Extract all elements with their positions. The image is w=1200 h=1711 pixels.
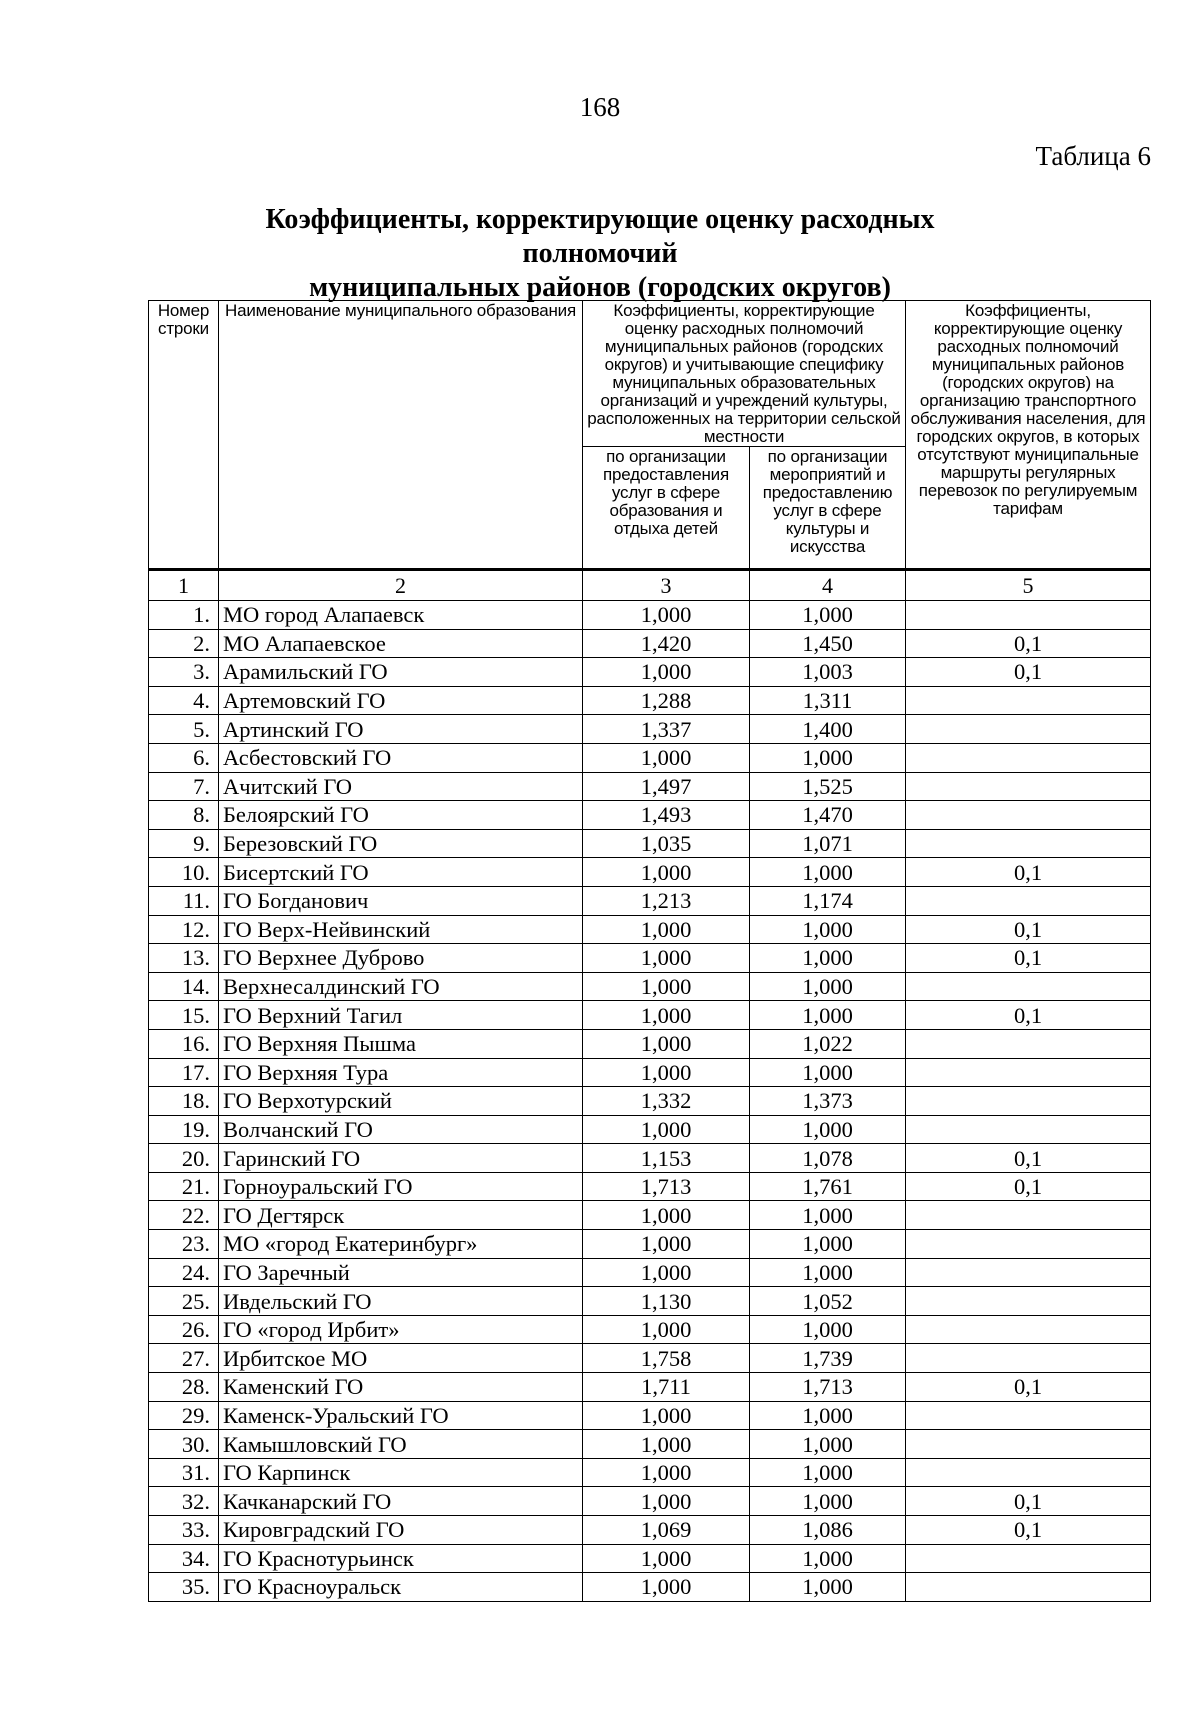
header-municipality-name: Наименование муниципального образования xyxy=(219,301,583,570)
row-number-cell: 28. xyxy=(149,1373,219,1402)
table-row xyxy=(149,1144,1151,1173)
culture-coefficient-cell: 1,470 xyxy=(750,801,906,830)
table-row xyxy=(149,1516,1151,1545)
transport-coefficient-cell: 0,1 xyxy=(906,658,1151,687)
municipality-name-cell: Качканарский ГО xyxy=(219,1487,583,1516)
coefficients-table xyxy=(148,300,1151,1602)
row-number-cell: 24. xyxy=(149,1258,219,1287)
education-coefficient-cell: 1,758 xyxy=(583,1344,750,1373)
transport-coefficient-cell xyxy=(906,1315,1151,1344)
table-row xyxy=(149,629,1151,658)
row-number-cell: 9. xyxy=(149,829,219,858)
municipality-name-cell: ГО Верхняя Пышма xyxy=(219,1029,583,1058)
education-coefficient-cell: 1,497 xyxy=(583,772,750,801)
municipality-name-cell: ГО «город Ирбит» xyxy=(219,1315,583,1344)
row-number-cell: 21. xyxy=(149,1172,219,1201)
culture-coefficient-cell: 1,000 xyxy=(750,1573,906,1602)
education-coefficient-cell: 1,000 xyxy=(583,915,750,944)
education-coefficient-cell: 1,000 xyxy=(583,1401,750,1430)
column-number-row xyxy=(149,570,1151,601)
row-number-cell: 3. xyxy=(149,658,219,687)
table-row xyxy=(149,1115,1151,1144)
education-coefficient-cell: 1,000 xyxy=(583,1487,750,1516)
culture-coefficient-cell: 1,078 xyxy=(750,1144,906,1173)
education-coefficient-cell: 1,153 xyxy=(583,1144,750,1173)
municipality-name-cell: ГО Заречный xyxy=(219,1258,583,1287)
culture-coefficient-cell: 1,739 xyxy=(750,1344,906,1373)
culture-coefficient-cell: 1,525 xyxy=(750,772,906,801)
table-row xyxy=(149,1201,1151,1230)
table-row xyxy=(149,1573,1151,1602)
table-row xyxy=(149,972,1151,1001)
transport-coefficient-cell xyxy=(906,1115,1151,1144)
municipality-name-cell: Камышловский ГО xyxy=(219,1430,583,1459)
header-rural-coefficients-group: Коэффициенты, корректирующие оценку расходных полномочий муниципальных районов (городских округов) и учитывающие специфику муниципальных образовательных организаций и учреждений культуры, расположенных на территории сельской местности xyxy=(583,301,906,447)
row-number-cell: 25. xyxy=(149,1287,219,1316)
culture-coefficient-cell: 1,000 xyxy=(750,1315,906,1344)
education-coefficient-cell: 1,000 xyxy=(583,1430,750,1459)
municipality-name-cell: МО «город Екатеринбург» xyxy=(219,1230,583,1259)
transport-coefficient-cell xyxy=(906,715,1151,744)
transport-coefficient-cell: 0,1 xyxy=(906,944,1151,973)
table-row xyxy=(149,686,1151,715)
table-row xyxy=(149,1430,1151,1459)
title-line-1: Коэффициенты, корректирующие оценку расходных полномочий xyxy=(265,204,935,269)
row-number-cell: 16. xyxy=(149,1029,219,1058)
education-coefficient-cell: 1,000 xyxy=(583,743,750,772)
education-coefficient-cell: 1,000 xyxy=(583,658,750,687)
row-number-cell: 12. xyxy=(149,915,219,944)
title-line-2: муниципальных районов (городских округов) xyxy=(309,272,891,303)
municipality-name-cell: ГО Верхотурский xyxy=(219,1087,583,1116)
table-row xyxy=(149,944,1151,973)
education-coefficient-cell: 1,000 xyxy=(583,1201,750,1230)
transport-coefficient-cell xyxy=(906,772,1151,801)
transport-coefficient-cell xyxy=(906,801,1151,830)
table-label: Таблица 6 xyxy=(1035,141,1151,171)
municipality-name-cell: Кировградский ГО xyxy=(219,1516,583,1545)
table-row xyxy=(149,715,1151,744)
row-number-cell: 34. xyxy=(149,1544,219,1573)
transport-coefficient-cell xyxy=(906,601,1151,630)
municipality-name-cell: Гаринский ГО xyxy=(219,1144,583,1173)
education-coefficient-cell: 1,069 xyxy=(583,1516,750,1545)
table-body xyxy=(149,570,1151,1602)
row-number-cell: 33. xyxy=(149,1516,219,1545)
culture-coefficient-cell: 1,000 xyxy=(750,1115,906,1144)
education-coefficient-cell: 1,711 xyxy=(583,1373,750,1402)
transport-coefficient-cell xyxy=(906,686,1151,715)
municipality-name-cell: Каменский ГО xyxy=(219,1373,583,1402)
transport-coefficient-cell xyxy=(906,1458,1151,1487)
row-number-cell: 17. xyxy=(149,1058,219,1087)
culture-coefficient-cell: 1,174 xyxy=(750,886,906,915)
education-coefficient-cell: 1,000 xyxy=(583,944,750,973)
row-number-cell: 35. xyxy=(149,1573,219,1602)
table-row xyxy=(149,1029,1151,1058)
culture-coefficient-cell: 1,000 xyxy=(750,743,906,772)
culture-coefficient-cell: 1,000 xyxy=(750,1544,906,1573)
education-coefficient-cell: 1,000 xyxy=(583,972,750,1001)
table-row xyxy=(149,1487,1151,1516)
page-number: 168 xyxy=(579,92,621,122)
row-number-cell: 26. xyxy=(149,1315,219,1344)
municipality-name-cell: ГО Краснотурьинск xyxy=(219,1544,583,1573)
table-row xyxy=(149,915,1151,944)
table-row xyxy=(149,1087,1151,1116)
culture-coefficient-cell: 1,000 xyxy=(750,858,906,887)
transport-coefficient-cell xyxy=(906,1058,1151,1087)
column-number: 1 xyxy=(149,570,219,601)
row-number-cell: 13. xyxy=(149,944,219,973)
education-coefficient-cell: 1,000 xyxy=(583,1001,750,1030)
transport-coefficient-cell xyxy=(906,1344,1151,1373)
education-coefficient-cell: 1,130 xyxy=(583,1287,750,1316)
education-coefficient-cell: 1,420 xyxy=(583,629,750,658)
education-coefficient-cell: 1,035 xyxy=(583,829,750,858)
municipality-name-cell: ГО Карпинск xyxy=(219,1458,583,1487)
municipality-name-cell: Ирбитское МО xyxy=(219,1344,583,1373)
transport-coefficient-cell: 0,1 xyxy=(906,858,1151,887)
transport-coefficient-cell: 0,1 xyxy=(906,629,1151,658)
culture-coefficient-cell: 1,003 xyxy=(750,658,906,687)
education-coefficient-cell: 1,000 xyxy=(583,1258,750,1287)
transport-coefficient-cell: 0,1 xyxy=(906,1516,1151,1545)
education-coefficient-cell: 1,000 xyxy=(583,858,750,887)
education-coefficient-cell: 1,288 xyxy=(583,686,750,715)
culture-coefficient-cell: 1,000 xyxy=(750,1258,906,1287)
row-number-cell: 2. xyxy=(149,629,219,658)
culture-coefficient-cell: 1,000 xyxy=(750,915,906,944)
education-coefficient-cell: 1,000 xyxy=(583,601,750,630)
row-number-cell: 4. xyxy=(149,686,219,715)
culture-coefficient-cell: 1,400 xyxy=(750,715,906,744)
table-row xyxy=(149,772,1151,801)
municipality-name-cell: ГО Верх-Нейвинский xyxy=(219,915,583,944)
culture-coefficient-cell: 1,000 xyxy=(750,1230,906,1259)
transport-coefficient-cell: 0,1 xyxy=(906,1172,1151,1201)
municipality-name-cell: Волчанский ГО xyxy=(219,1115,583,1144)
row-number-cell: 7. xyxy=(149,772,219,801)
table-row xyxy=(149,801,1151,830)
row-number-cell: 6. xyxy=(149,743,219,772)
municipality-name-cell: МО Алапаевское xyxy=(219,629,583,658)
row-number-cell: 31. xyxy=(149,1458,219,1487)
culture-coefficient-cell: 1,000 xyxy=(750,1058,906,1087)
table-row xyxy=(149,1287,1151,1316)
transport-coefficient-cell xyxy=(906,1401,1151,1430)
row-number-cell: 22. xyxy=(149,1201,219,1230)
culture-coefficient-cell: 1,450 xyxy=(750,629,906,658)
culture-coefficient-cell: 1,000 xyxy=(750,1430,906,1459)
transport-coefficient-cell xyxy=(906,1573,1151,1602)
culture-coefficient-cell: 1,311 xyxy=(750,686,906,715)
culture-coefficient-cell: 1,000 xyxy=(750,944,906,973)
table-row xyxy=(149,1458,1151,1487)
table-row xyxy=(149,829,1151,858)
column-number: 2 xyxy=(219,570,583,601)
culture-coefficient-cell: 1,000 xyxy=(750,1401,906,1430)
culture-coefficient-cell: 1,000 xyxy=(750,1487,906,1516)
municipality-name-cell: Асбестовский ГО xyxy=(219,743,583,772)
document-title xyxy=(210,203,990,305)
table-row xyxy=(149,1344,1151,1373)
culture-coefficient-cell: 1,052 xyxy=(750,1287,906,1316)
transport-coefficient-cell xyxy=(906,886,1151,915)
municipality-name-cell: Ачитский ГО xyxy=(219,772,583,801)
education-coefficient-cell: 1,493 xyxy=(583,801,750,830)
culture-coefficient-cell: 1,022 xyxy=(750,1029,906,1058)
municipality-name-cell: Бисертский ГО xyxy=(219,858,583,887)
header-transport-coefficient: Коэффициенты, корректирующие оценку расходных полномочий муниципальных районов (городских округов) на организацию транспортного обслуживания населения, для городских округов, в которых отсутствуют муниципальные маршруты регулярных перевозок по регулируемым тарифам xyxy=(906,301,1151,570)
education-coefficient-cell: 1,713 xyxy=(583,1172,750,1201)
table-row xyxy=(149,886,1151,915)
column-number: 5 xyxy=(906,570,1151,601)
header-row-number: Номер строки xyxy=(149,301,219,570)
header-culture-services: по организации мероприятий и предоставлению услуг в сфере культуры и искусства xyxy=(750,447,906,570)
header-education-services: по организации предоставления услуг в сфере образования и отдыха детей xyxy=(583,447,750,570)
table-row xyxy=(149,1172,1151,1201)
culture-coefficient-cell: 1,000 xyxy=(750,972,906,1001)
education-coefficient-cell: 1,332 xyxy=(583,1087,750,1116)
row-number-cell: 23. xyxy=(149,1230,219,1259)
education-coefficient-cell: 1,213 xyxy=(583,886,750,915)
column-number: 3 xyxy=(583,570,750,601)
table-row xyxy=(149,858,1151,887)
transport-coefficient-cell: 0,1 xyxy=(906,1144,1151,1173)
municipality-name-cell: Каменск-Уральский ГО xyxy=(219,1401,583,1430)
row-number-cell: 30. xyxy=(149,1430,219,1459)
education-coefficient-cell: 1,000 xyxy=(583,1058,750,1087)
table-row xyxy=(149,1401,1151,1430)
transport-coefficient-cell xyxy=(906,1430,1151,1459)
transport-coefficient-cell xyxy=(906,1258,1151,1287)
municipality-name-cell: ГО Верхняя Тура xyxy=(219,1058,583,1087)
column-number: 4 xyxy=(750,570,906,601)
municipality-name-cell: Артемовский ГО xyxy=(219,686,583,715)
row-number-cell: 1. xyxy=(149,601,219,630)
culture-coefficient-cell: 1,086 xyxy=(750,1516,906,1545)
row-number-cell: 15. xyxy=(149,1001,219,1030)
education-coefficient-cell: 1,000 xyxy=(583,1029,750,1058)
transport-coefficient-cell xyxy=(906,1029,1151,1058)
table-row xyxy=(149,1058,1151,1087)
table-row xyxy=(149,743,1151,772)
education-coefficient-cell: 1,000 xyxy=(583,1115,750,1144)
table-row xyxy=(149,1315,1151,1344)
education-coefficient-cell: 1,000 xyxy=(583,1315,750,1344)
municipality-name-cell: ГО Богданович xyxy=(219,886,583,915)
transport-coefficient-cell xyxy=(906,743,1151,772)
table-row xyxy=(149,1230,1151,1259)
row-number-cell: 18. xyxy=(149,1087,219,1116)
culture-coefficient-cell: 1,071 xyxy=(750,829,906,858)
row-number-cell: 10. xyxy=(149,858,219,887)
municipality-name-cell: Арамильский ГО xyxy=(219,658,583,687)
table-row xyxy=(149,1544,1151,1573)
culture-coefficient-cell: 1,000 xyxy=(750,1458,906,1487)
municipality-name-cell: ГО Верхнее Дуброво xyxy=(219,944,583,973)
education-coefficient-cell: 1,000 xyxy=(583,1573,750,1602)
row-number-cell: 8. xyxy=(149,801,219,830)
table-row xyxy=(149,658,1151,687)
transport-coefficient-cell: 0,1 xyxy=(906,1373,1151,1402)
municipality-name-cell: Белоярский ГО xyxy=(219,801,583,830)
municipality-name-cell: МО город Алапаевск xyxy=(219,601,583,630)
transport-coefficient-cell xyxy=(906,829,1151,858)
transport-coefficient-cell xyxy=(906,972,1151,1001)
transport-coefficient-cell xyxy=(906,1287,1151,1316)
culture-coefficient-cell: 1,373 xyxy=(750,1087,906,1116)
table-row xyxy=(149,1258,1151,1287)
row-number-cell: 27. xyxy=(149,1344,219,1373)
transport-coefficient-cell: 0,1 xyxy=(906,1001,1151,1030)
transport-coefficient-cell xyxy=(906,1230,1151,1259)
municipality-name-cell: Верхнесалдинский ГО xyxy=(219,972,583,1001)
municipality-name-cell: Ивдельский ГО xyxy=(219,1287,583,1316)
culture-coefficient-cell: 1,000 xyxy=(750,601,906,630)
row-number-cell: 5. xyxy=(149,715,219,744)
transport-coefficient-cell: 0,1 xyxy=(906,1487,1151,1516)
row-number-cell: 14. xyxy=(149,972,219,1001)
education-coefficient-cell: 1,000 xyxy=(583,1230,750,1259)
transport-coefficient-cell: 0,1 xyxy=(906,915,1151,944)
municipality-name-cell: ГО Дегтярск xyxy=(219,1201,583,1230)
table-row xyxy=(149,1001,1151,1030)
transport-coefficient-cell xyxy=(906,1201,1151,1230)
culture-coefficient-cell: 1,000 xyxy=(750,1201,906,1230)
municipality-name-cell: Березовский ГО xyxy=(219,829,583,858)
transport-coefficient-cell xyxy=(906,1544,1151,1573)
municipality-name-cell: ГО Красноуральск xyxy=(219,1573,583,1602)
transport-coefficient-cell xyxy=(906,1087,1151,1116)
education-coefficient-cell: 1,000 xyxy=(583,1544,750,1573)
table-row xyxy=(149,1373,1151,1402)
row-number-cell: 32. xyxy=(149,1487,219,1516)
culture-coefficient-cell: 1,000 xyxy=(750,1001,906,1030)
culture-coefficient-cell: 1,713 xyxy=(750,1373,906,1402)
municipality-name-cell: Артинский ГО xyxy=(219,715,583,744)
row-number-cell: 11. xyxy=(149,886,219,915)
education-coefficient-cell: 1,000 xyxy=(583,1458,750,1487)
row-number-cell: 19. xyxy=(149,1115,219,1144)
row-number-cell: 29. xyxy=(149,1401,219,1430)
municipality-name-cell: Горноуральский ГО xyxy=(219,1172,583,1201)
row-number-cell: 20. xyxy=(149,1144,219,1173)
municipality-name-cell: ГО Верхний Тагил xyxy=(219,1001,583,1030)
table-row xyxy=(149,601,1151,630)
culture-coefficient-cell: 1,761 xyxy=(750,1172,906,1201)
education-coefficient-cell: 1,337 xyxy=(583,715,750,744)
